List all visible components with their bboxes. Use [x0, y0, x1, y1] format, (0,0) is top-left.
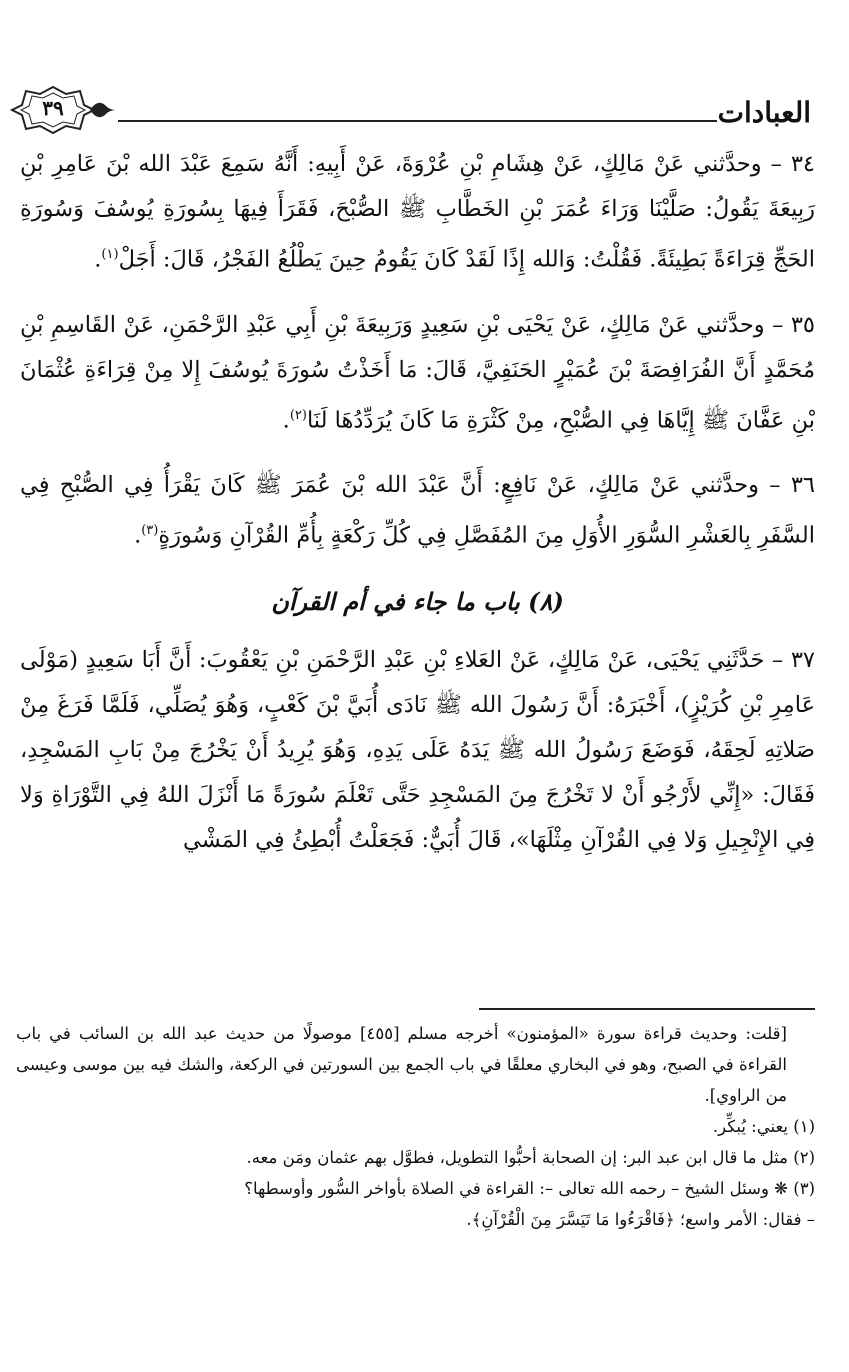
- hadith-36: ٣٦ – وحدَّثني عَنْ مَالِكٍ، عَنْ نَافِعٍ: أَنَّ عَبْدَ الله بْنَ عُمَرَ ﷺ كَانَ يَقْرَأُ فِي الصُّبْحِ فِي السَّفَرِ بِالعَشْرِ السُّوَرِ الأُوَلِ مِنَ المُفَصَّلِ فِي كُلِّ رَكْعَةٍ بِأُمِّ القُرْآنِ وَسُورَةٍ$^{(٣)}$.: [20, 472, 815, 549]
- footnote-1: (١) يعني: يُبكِّر.: [712, 1117, 815, 1136]
- footnote-ref: (١): [101, 247, 119, 262]
- hadith-text: – وحدَّثني عَنْ مَالِكٍ، عَنْ هِشَامِ بْنِ عُرْوَةَ، عَنْ أَبِيهِ: أَنَّهُ سَمِعَ عَبْدَ الله بْنَ عَامِرِ بْنِ رَبِيعَةَ يَقُولُ: صَلَّيْنَا وَرَاءَ عُمَرَ بْنِ الخَطَّابِ ﷺ الصُّبْحَ، فَقَرَأَ فِيهَا بِسُورَةِ يُوسُفَ وَسُورَةِ الحَجِّ قِرَاءَةً بَطِيئَةً. فَقُلْتُ: وَالله إِذًا لَقَدْ كَانَ يَقُومُ حِينَ يَطْلُعُ الفَجْرُ، قَالَ: أَجَلْ: [20, 151, 815, 273]
- footnote-ref: (٢): [289, 407, 307, 423]
- footnote-3-answer: – فقال: الأمر واسع؛ ﴿فَاقْرَءُوا مَا تَيَسَّرَ مِنَ الْقُرْآنِ﴾.: [466, 1210, 815, 1229]
- footnote-3: (٣) ❋ وسئل الشيخ – رحمه الله تعالى –: القراءة في الصلاة بأواخر السُّور وأوسطها؟: [244, 1179, 815, 1198]
- hadith-37: [20, 638, 815, 863]
- hadith-text: – حَدَّثَنِي يَحْيَى، عَنْ مَالِكٍ، عَنْ العَلاءِ بْنِ عَبْدِ الرَّحْمَنِ بْنِ يَعْقُوبَ: أَنَّ أَبَا سَعِيدٍ (مَوْلَى عَامِرِ بْنِ كُرَيْزٍ)، أَخْبَرَهُ: أَنَّ رَسُولَ الله ﷺ نَادَى أُبَيَّ بْنَ كَعْبٍ، وَهُوَ يُصَلِّي، فَلَمَّا فَرَغَ مِنْ صَلاتِهِ لَحِقَهُ، فَوَضَعَ رَسُولُ الله ﷺ يَدَهُ عَلَى يَدِهِ، وَهُوَ يُرِيدُ أَنْ يَخْرُجَ مِنْ بَابِ المَسْجِدِ، فَقَالَ: «إِنِّي لأَرْجُو أَنْ لا تَخْرُجَ مِنَ المَسْجِدِ حَتَّى تَعْلَمَ سُورَةً مَا أَنْزَلَ اللهُ فِي التَّوْرَاةِ وَلا فِي الإِنْجِيلِ وَلا فِي القُرْآنِ مِثْلَهَا»، قَالَ أُبَيٌّ: فَجَعَلْتُ أُبْطِئُ فِي المَشْي: [20, 646, 815, 853]
- section-title: (٨) باب ما جاء في أم القرآن: [271, 586, 564, 616]
- page-number-ornament: [6, 84, 118, 136]
- page-header: [0, 82, 849, 140]
- hadith-34: ٣٤ – وحدَّثني عَنْ مَالِكٍ، عَنْ هِشَامِ بْنِ عُرْوَةَ، عَنْ أَبِيهِ: أَنَّهُ سَمِعَ عَبْدَ الله بْنَ عَامِرِ بْنِ رَبِيعَةَ يَقُولُ: صَلَّيْنَا وَرَاءَ عُمَرَ بْنِ الخَطَّابِ ﷺ الصُّبْحَ، فَقَرَأَ فِيهَا بِسُورَةِ يُوسُفَ وَسُورَةِ الحَجِّ قِرَاءَةً بَطِيئَةً. فَقُلْتُ: وَالله إِذًا لَقَدْ كَانَ يَقُومُ حِينَ يَطْلُعُ الفَجْرُ، قَالَ: أَجَلْ$^{(١)}$.: [20, 151, 815, 273]
- page-number: ٣٩: [42, 96, 64, 120]
- hadith-number: ٣٤: [790, 151, 815, 177]
- footnote-separator: [479, 1008, 815, 1010]
- hadith-text: – وحدَّثني عَنْ مَالِكٍ، عَنْ يَحْيَى بْنِ سَعِيدٍ وَرَبِيعَةَ بْنِ أَبِي عَبْدِ الرَّحْمَنِ، عَنْ القَاسِمِ بْنِ مُحَمَّدٍ أَنَّ الفُرَافِصَةَ بْنَ عُمَيْرٍ الحَنَفِيَّ، قَالَ: مَا أَخَذْتُ سُورَةَ يُوسُفَ إِلا مِنْ قِرَاءَةِ عُثْمَانَ بْنِ عَفَّانَ ﷺ إِيَّاهَا فِي الصُّبْحِ، مِنْ كَثْرَةِ مَا كَانَ يُرَدِّدُهَا لَنَا: [20, 311, 815, 433]
- header-rule: [118, 120, 717, 122]
- footnote-2: (٢) مثل ما قال ابن عبد البر: إن الصحابة أحبُّوا التطويل، فطوَّل بهم عثمان ومَن معه.: [246, 1148, 815, 1167]
- hadith-text: – وحدَّثني عَنْ مَالِكٍ، عَنْ نَافِعٍ: أَنَّ عَبْدَ الله بْنَ عُمَرَ ﷺ كَانَ يَقْرَأُ فِي الصُّبْحِ فِي السَّفَرِ بِالعَشْرِ السُّوَرِ الأُوَلِ مِنَ المُفَصَّلِ فِي كُلِّ رَكْعَةٍ بِأُمِّ القُرْآنِ وَسُورَةٍ: [20, 472, 815, 549]
- page-body: [20, 142, 815, 863]
- hadith-number: ٣٥: [790, 311, 815, 338]
- chapter-title: العبادات: [717, 96, 811, 129]
- editor-note: [قلت: وحديث قراءة سورة «المؤمنون» أخرجه مسلم [٤٥٥] موصولًا من حديث عبد الله بن السائب في باب القراءة في الصبح، وهو في البخاري معلقًا في باب الجمع بين السورتين في الركعة، والشك فيه بين موسى وعيسى من الراوي].: [16, 1024, 787, 1105]
- footnotes: [16, 1018, 815, 1235]
- hadith-35: ٣٥ – وحدَّثني عَنْ مَالِكٍ، عَنْ يَحْيَى بْنِ سَعِيدٍ وَرَبِيعَةَ بْنِ أَبِي عَبْدِ الرَّحْمَنِ، عَنْ القَاسِمِ بْنِ مُحَمَّدٍ أَنَّ الفُرَافِصَةَ بْنَ عُمَيْرٍ الحَنَفِيَّ، قَالَ: مَا أَخَذْتُ سُورَةَ يُوسُفَ إِلا مِنْ قِرَاءَةِ عُثْمَانَ بْنِ عَفَّانَ ﷺ إِيَّاهَا فِي الصُّبْحِ، مِنْ كَثْرَةِ مَا كَانَ يُرَدِّدُهَا لَنَا$^{(٢)}$.: [20, 311, 815, 433]
- hadith-number: ٣٦: [790, 472, 815, 498]
- hadith-number: ٣٧: [790, 646, 815, 673]
- footnote-ref: (٣): [141, 523, 159, 538]
